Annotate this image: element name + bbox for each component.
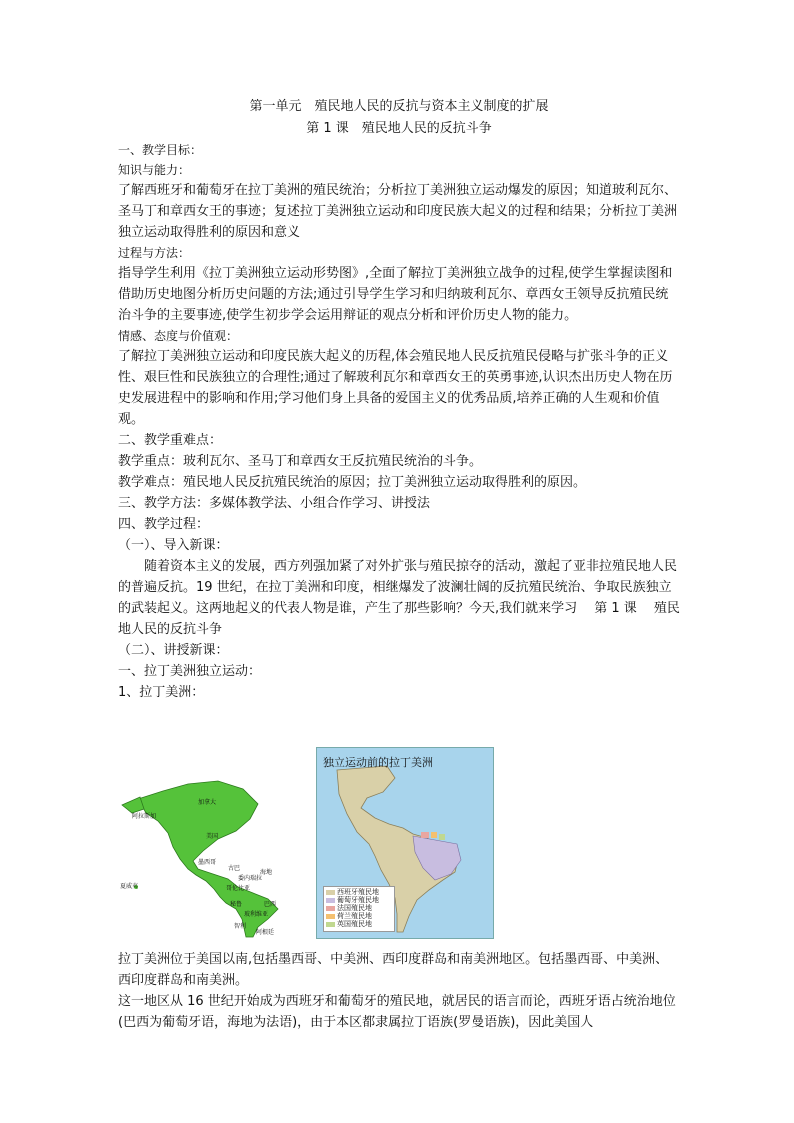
paragraph: 了解拉丁美洲独立运动和印度民族大起义的历程,体会殖民地人民反抗殖民侵略与扩张斗争的正义性、艰巨性和民族独立的合理性;通过了解玻利瓦尔和章西女王的英勇事迹,认识杰出历史人物在历史发展进程中的影响和作用;学习他们身上具备的爱国主义的优秀品质,培养正确的人生观和价值观。 (118, 349, 673, 427)
map-label: 墨西哥 (198, 859, 217, 866)
step-heading: （一）、导入新课： (118, 538, 229, 553)
subsection-heading: 1、拉丁美洲： (118, 685, 205, 700)
legend-item: 荷兰殖民地 (326, 912, 392, 920)
americas-map-graphic (118, 769, 302, 939)
map-row (118, 709, 680, 939)
map-label: 加拿大 (198, 799, 217, 806)
legend-item: 西班牙殖民地 (326, 888, 392, 896)
map-legend (323, 886, 395, 932)
map-label: 阿拉斯加 (132, 813, 157, 820)
paragraph: 教学重点：玻利瓦尔、圣马丁和章西女王反抗殖民统治的斗争。 (118, 454, 483, 469)
subheading: 过程与方法： (118, 246, 191, 260)
paragraph: 随着资本主义的发展，西方列强加紧了对外扩张与殖民掠夺的活动，激起了亚非拉殖民地人民的普遍反抗。19 世纪，在拉丁美洲和印度，相继爆发了波澜壮阔的反抗殖民统治、争取民族独立的武装起义。这两地起义的代表人物是谁，产生了那些影响？今天,我们就来学习 第 1 课 殖民地人民的反抗斗争 (118, 559, 680, 637)
paragraph: 拉丁美洲位于美国以南,包括墨西哥、中美洲、西印度群岛和南美洲地区。包括墨西哥、中美洲、西印度群岛和南美洲。 (118, 952, 669, 988)
legend-item: 英国殖民地 (326, 920, 392, 928)
map-label: 巴西 (264, 901, 277, 908)
pre-independence-map (316, 747, 494, 939)
map-label: 美国 (206, 833, 219, 840)
unit-title: 第一单元 殖民地人民的反抗与资本主义制度的扩展 (249, 99, 549, 114)
map-label: 哥伦比亚 (226, 885, 251, 892)
lesson-title: 第 1 课 殖民地人民的反抗斗争 (306, 121, 492, 136)
map-label: 玻利维亚 (244, 911, 269, 918)
map-label: 委内瑞拉 (238, 875, 263, 882)
map-label: 古巴 (228, 865, 241, 872)
paragraph: 指导学生利用《拉丁美洲独立运动形势图》,全面了解拉丁美洲独立战争的过程,使学生掌握读图和借助历史地图分析历史问题的方法;通过引导学生学习和归纳玻利瓦尔、章西女王领导反抗殖民统治斗争的主要事迹,使学生初步学会运用辩证的观点分析和评价历史人物的能力。 (118, 266, 673, 323)
americas-map (118, 769, 302, 939)
section-heading: 三、教学方法：多媒体教学法、小组合作学习、讲授法 (118, 496, 431, 511)
section-heading: 四、教学过程： (118, 517, 210, 532)
map-label: 夏威夷 (120, 883, 139, 890)
legend-item: 法国殖民地 (326, 904, 392, 912)
map-label: 阿根廷 (256, 929, 275, 936)
document-page (118, 96, 680, 1033)
paragraph: 了解西班牙和葡萄牙在拉丁美洲的殖民统治；分析拉丁美洲独立运动爆发的原因；知道玻利瓦尔、圣马丁和章西女王的事迹；复述拉丁美洲独立运动和印度民族大起义的过程和结果；分析拉丁美洲独立运动取得胜利的原因和意义 (118, 183, 678, 240)
section-heading: 一、教学目标： (118, 143, 203, 157)
legend-item: 葡萄牙殖民地 (326, 896, 392, 904)
map-label: 秘鲁 (230, 901, 243, 908)
map-title: 独立运动前的拉丁美洲 (323, 756, 433, 769)
subheading: 情感、态度与价值观： (118, 329, 239, 343)
paragraph: 这一地区从 16 世纪开始成为西班牙和葡萄牙的殖民地，就居民的语言而论，西班牙语占统治地位(巴西为葡萄牙语，海地为法语)，由于本区都隶属拉丁语族(罗曼语族)，因此美国人 (118, 994, 676, 1030)
subsection-heading: 一、拉丁美洲独立运动： (118, 664, 262, 679)
step-heading: （二）、讲授新课： (118, 643, 229, 658)
map-label: 海地 (260, 869, 273, 876)
map-label: 智利 (234, 923, 247, 930)
subheading: 知识与能力： (118, 163, 191, 177)
paragraph: 教学难点：殖民地人民反抗殖民统治的原因；拉丁美洲独立运动取得胜利的原因。 (118, 475, 587, 490)
section-heading: 二、教学重难点： (118, 433, 223, 448)
